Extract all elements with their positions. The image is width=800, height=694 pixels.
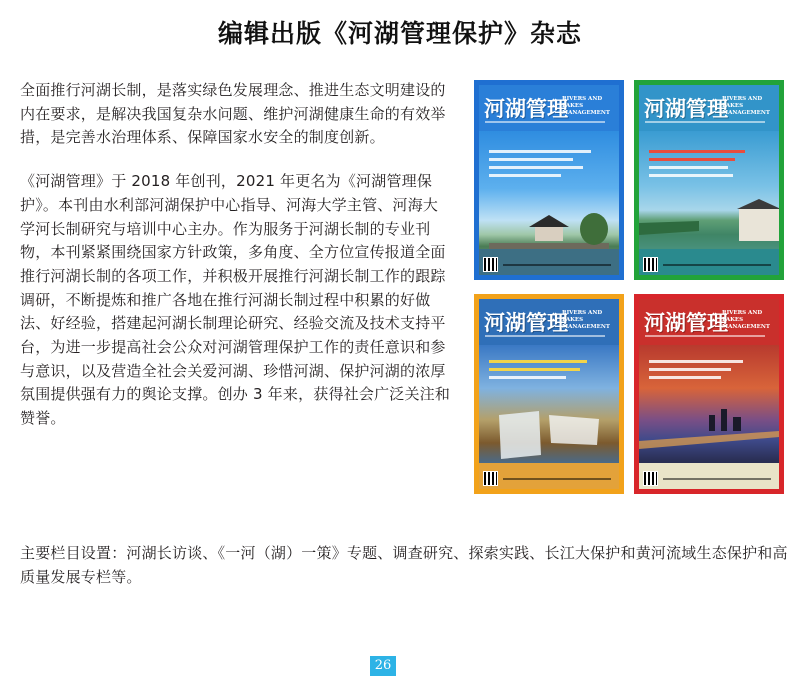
main-columns-paragraph: 主要栏目设置：河湖长访谈、《一河（湖）一策》专题、调查研究、探索实践、长江大保护和黄河流域生态保护和高质量发展专栏等。 <box>20 544 788 586</box>
magazine-cover-1 <box>474 80 624 280</box>
cover-english-title: RIVERS AND LAKES MANAGEMENT <box>722 310 770 330</box>
page-number: 26 <box>370 656 396 676</box>
page-title: 编辑出版《河湖管理保护》杂志 <box>217 19 582 48</box>
intro-paragraph: 全面推行河湖长制，是落实绿色发展理念、推进生态文明建设的内在要求，是解决我国复杂水问题、维护河湖健康生命的有效举措，是完善水治理体系、保障国家水安全的制度创新。 <box>20 81 446 147</box>
cover-english-title: RIVERS AND LAKES MANAGEMENT <box>562 310 610 330</box>
cover-masthead: 河湖管理 <box>644 310 728 335</box>
magazine-cover-4 <box>634 294 784 494</box>
magazine-cover-3 <box>474 294 624 494</box>
intro-text <box>20 79 452 431</box>
magazine-cover-2 <box>634 80 784 280</box>
cover-masthead: 河湖管理 <box>484 310 568 335</box>
cover-english-title: RIVERS AND LAKES MANAGEMENT <box>562 96 610 116</box>
cover-masthead: 河湖管理 <box>484 96 568 121</box>
qr-code-icon <box>644 472 657 485</box>
magazine-history-paragraph: 《河湖管理》于 2018 年创刊，2021 年更名为《河湖管理保护》。本刊由水利部河湖保护中心指导、河海大学主管、河海大学河长制研究与培训中心主办。作为服务于河湖长制的专业刊物，本刊紧紧围绕国家方针政策，多角度、全方位宣传报道全面推行河湖长制的各项工作，并积极开展推行河湖长制工作的跟踪调研，不断提炼和推广各地在推行河湖长制过程中积累的好做法、好经验，搭建起河湖长制理论研究、经验交流及技术支持平台，为进一步提高社会公众对河湖管理保护工作的责任意识和参与意识，以及营造全社会关爱河湖、珍惜河湖、保护河湖的浓厚氛围提供强有力的舆论支撑。创办 3 年来，获得社会广泛关注和赞誉。 <box>20 172 451 428</box>
qr-code-icon <box>644 258 657 271</box>
cover-masthead: 河湖管理 <box>644 96 728 121</box>
qr-code-icon <box>484 258 497 271</box>
cover-english-title: RIVERS AND LAKES MANAGEMENT <box>722 96 770 116</box>
qr-code-icon <box>484 472 497 485</box>
